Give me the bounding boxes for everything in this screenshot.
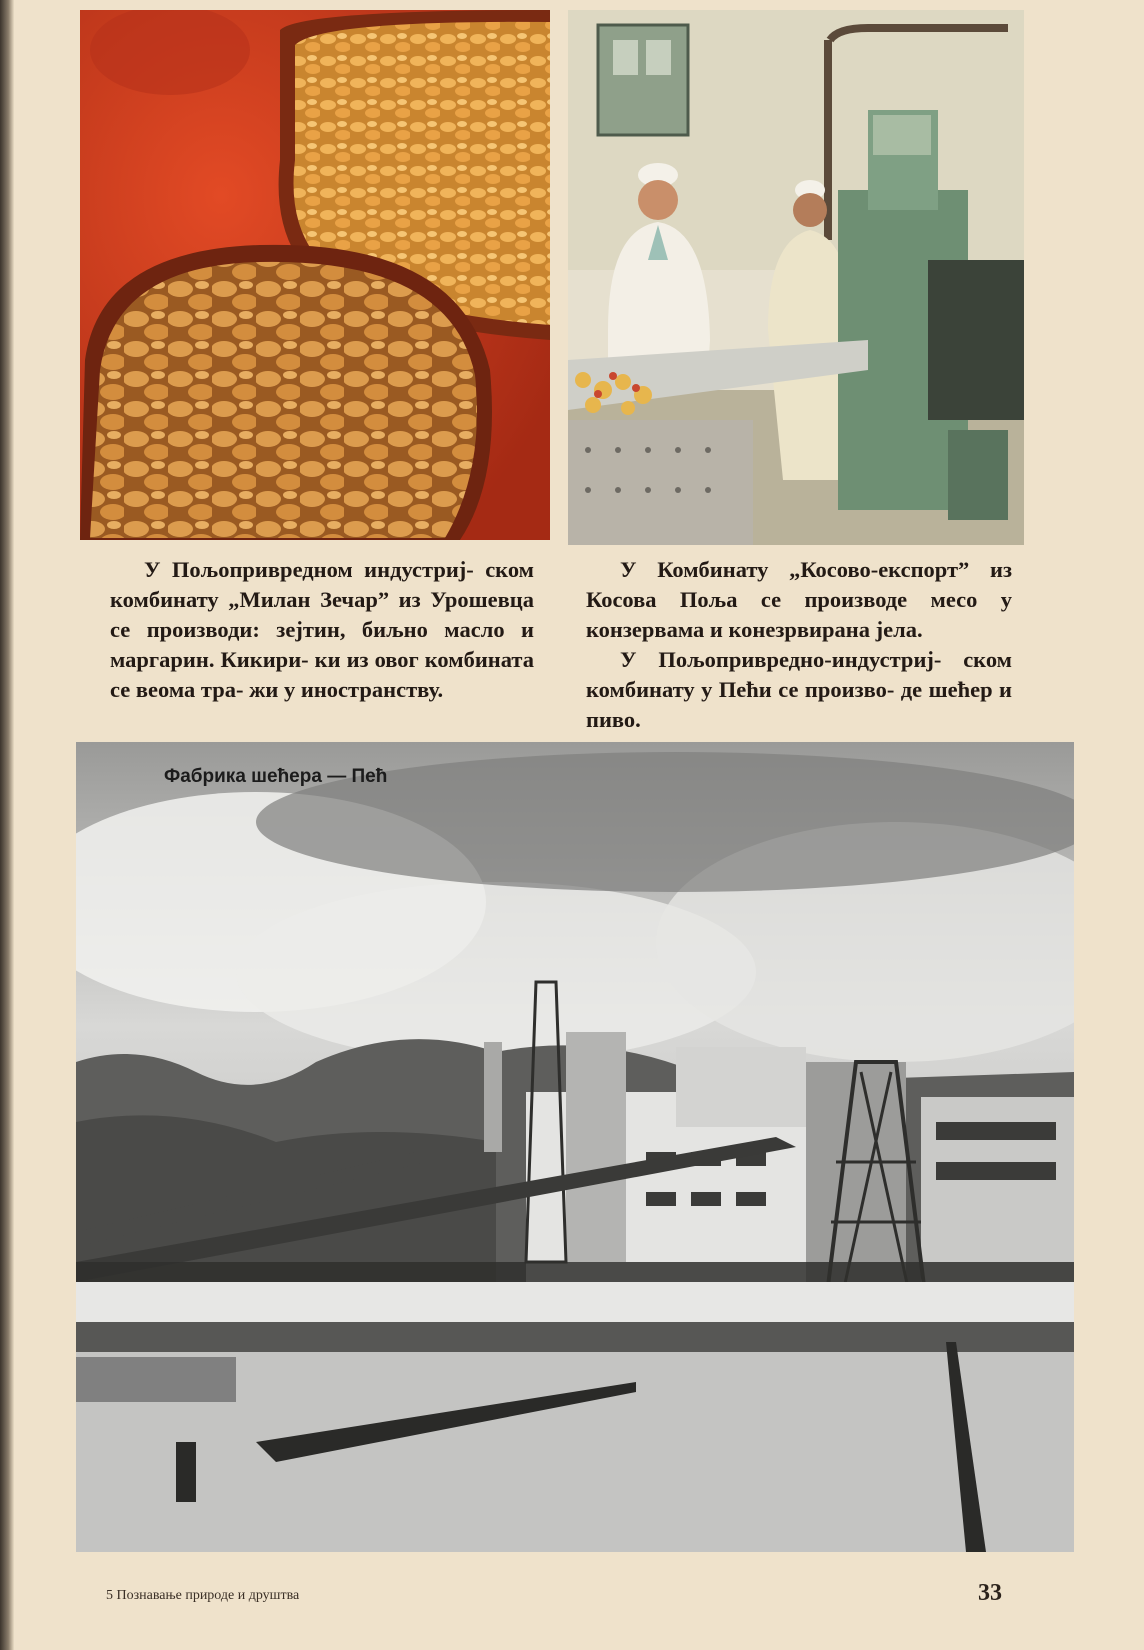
peanuts-photo xyxy=(80,10,550,540)
workers-illustration xyxy=(568,10,1024,545)
right-caption-paragraph-1: У Комбинату „Косово-експорт” из Косова Поља се производе месо у конзервама и конезрвирана јела. xyxy=(586,557,1012,642)
sugar-factory-photo xyxy=(76,742,1074,1552)
right-caption-paragraph-2: У Пољопривредно-индустриј- ском комбинату у Пећи се произво- де шећер и пиво. xyxy=(586,647,1012,732)
book-title-footer: 5 Познавање природе и друштва xyxy=(106,1588,300,1603)
right-caption xyxy=(586,555,1012,735)
sugar-factory-label: Фабрика шећера — Пећ xyxy=(164,766,388,787)
sugar-factory-illustration xyxy=(76,742,1074,1552)
left-caption xyxy=(110,555,534,705)
peanuts-illustration xyxy=(80,10,550,540)
left-caption-paragraph: У Пољопривредном индустриј- ском комбинату „Милан Зечар” из Урошевца се производи: зејтин, биљно масло и маргарин. Кикири- ки из овог комбината се веома тра- жи у иностранству. xyxy=(110,557,534,702)
page-edge xyxy=(0,0,14,1650)
page-number: 33 xyxy=(978,1580,1002,1606)
factory-workers-photo xyxy=(568,10,1024,545)
